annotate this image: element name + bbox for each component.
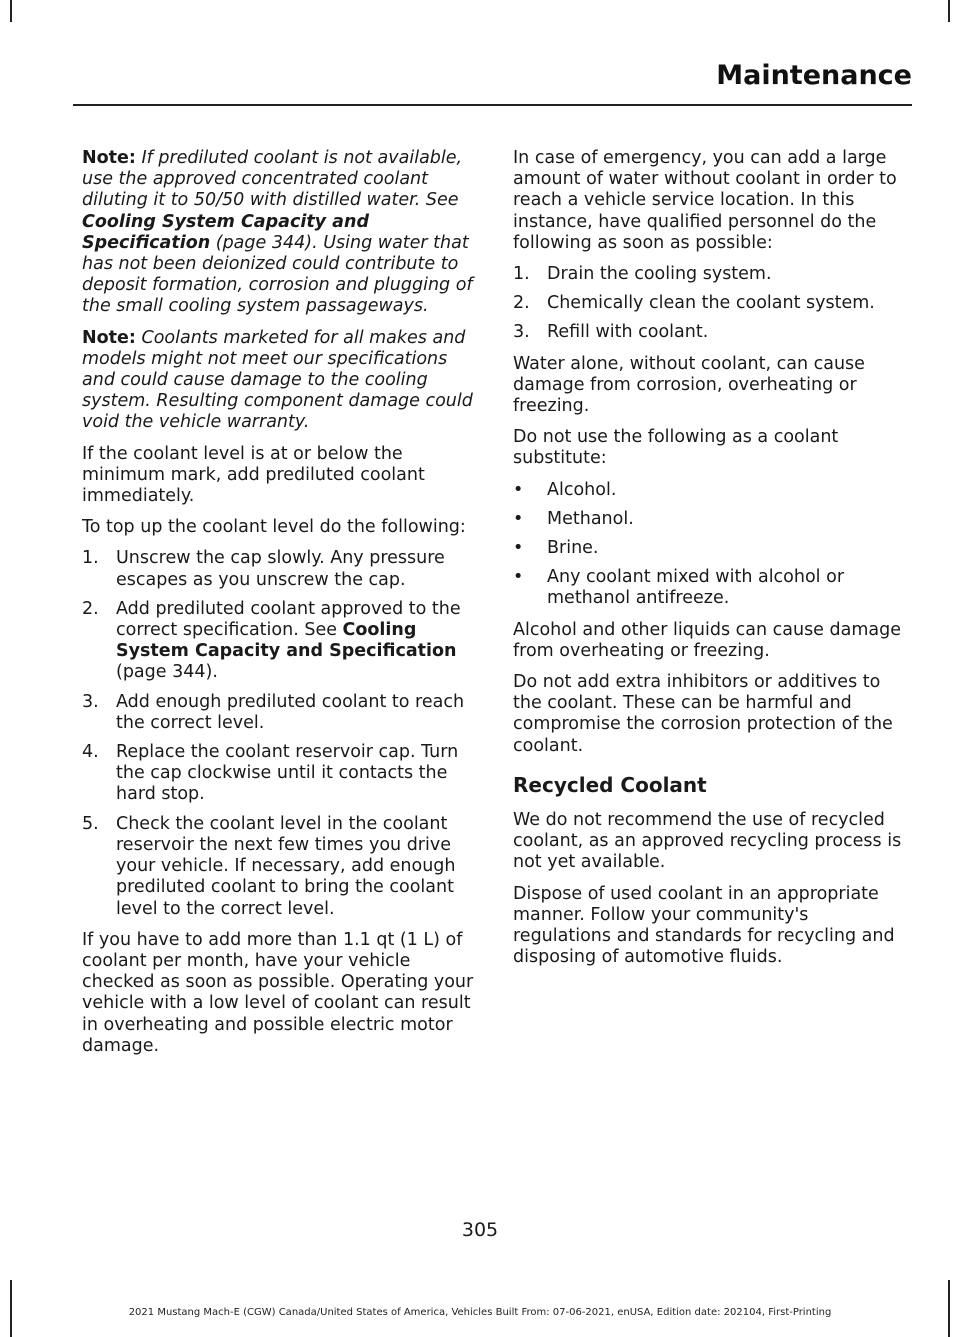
note-label: Note: bbox=[82, 148, 136, 168]
note-coolants bbox=[82, 328, 476, 434]
section-title: Maintenance bbox=[716, 60, 912, 91]
step-number: 2. bbox=[82, 598, 99, 619]
paragraph: If you have to add more than 1.1 qt (1 L) of coolant per month, have your vehicle checked as soon as possible. Operating your vehicle with a low level of coolant can result in overheating and possible electric motor damage. bbox=[82, 929, 474, 1056]
top-up-steps bbox=[82, 548, 476, 919]
note-text: (page 344). Using water that has not been deionized could contribute to deposit formation, corrosion and plugging of the small cooling system passageways. bbox=[82, 232, 473, 317]
list-item bbox=[82, 548, 476, 590]
list-item bbox=[513, 480, 907, 501]
paragraph: We do not recommend the use of recycled coolant, as an approved recycling process is not yet available. bbox=[513, 810, 902, 873]
bullet: • bbox=[513, 479, 524, 500]
step-text: Replace the coolant reservoir cap. Turn the cap clockwise until it contacts the hard stop. bbox=[116, 742, 459, 805]
step-text: Refill with coolant. bbox=[547, 322, 709, 343]
bullet-text: Brine. bbox=[547, 538, 599, 559]
cross-reference-link[interactable]: Cooling System Capacity and Specification bbox=[82, 211, 369, 253]
step-text: Chemically clean the coolant system. bbox=[547, 293, 875, 314]
note-prediluted bbox=[82, 148, 476, 318]
header-divider bbox=[73, 104, 912, 106]
list-item bbox=[82, 742, 476, 806]
subsection-heading: Recycled Coolant bbox=[513, 772, 707, 797]
note-text: If prediluted coolant is not available, use the approved concentrated coolant diluting it to 50/50 with distilled water. See bbox=[82, 148, 463, 211]
list-item bbox=[513, 322, 907, 343]
paragraph: Do not use the following as a coolant substitute: bbox=[513, 427, 839, 469]
bullet: • bbox=[513, 508, 524, 529]
paragraph: To top up the coolant level do the following: bbox=[82, 517, 466, 538]
step-text: Add enough prediluted coolant to reach the correct level. bbox=[116, 691, 465, 733]
list-item bbox=[82, 692, 476, 734]
step-number: 2. bbox=[513, 293, 530, 314]
step-number: 1. bbox=[513, 264, 530, 285]
substitute-list bbox=[513, 480, 907, 610]
paragraph: Water alone, without coolant, can cause damage from corrosion, overheating or freezing. bbox=[513, 353, 865, 417]
bullet-text: Any coolant mixed with alcohol or methanol antifreeze. bbox=[547, 567, 845, 609]
step-number: 3. bbox=[513, 322, 530, 343]
paragraph: If the coolant level is at or below the minimum mark, add prediluted coolant immediately. bbox=[82, 443, 425, 507]
list-item bbox=[513, 264, 907, 285]
bullet: • bbox=[513, 567, 524, 588]
list-item bbox=[82, 814, 476, 920]
list-item bbox=[513, 293, 907, 314]
step-number: 3. bbox=[82, 691, 99, 712]
paragraph: Alcohol and other liquids can cause damage from overheating or freezing. bbox=[513, 619, 901, 661]
crop-mark-top-right bbox=[948, 0, 950, 22]
step-text: Drain the cooling system. bbox=[547, 264, 772, 285]
list-item bbox=[82, 599, 476, 684]
step-number: 5. bbox=[82, 813, 99, 834]
left-column bbox=[82, 148, 476, 1067]
list-item bbox=[513, 567, 907, 609]
cross-reference-link[interactable]: Cooling System Capacity and Specification bbox=[116, 620, 457, 662]
page-number: 305 bbox=[461, 1219, 499, 1241]
right-column bbox=[513, 148, 907, 979]
paragraph: In case of emergency, you can add a large amount of water without coolant in order to reach a vehicle service location. In this instance, have qualified personnel do the following as soon as possible: bbox=[513, 148, 897, 253]
step-text: Add prediluted coolant approved to the correct specification. See bbox=[116, 598, 461, 641]
step-text: (page 344). bbox=[116, 662, 218, 683]
bullet-text: Methanol. bbox=[547, 508, 634, 529]
paragraph: Do not add extra inhibitors or additives to the coolant. These can be harmful and compromise the corrosion protection of the coolant. bbox=[513, 672, 893, 756]
bullet-text: Alcohol. bbox=[547, 479, 617, 500]
step-number: 4. bbox=[82, 742, 99, 763]
step-number: 1. bbox=[82, 548, 99, 569]
footer: 2021 Mustang Mach-E (CGW) Canada/United States of America, Vehicles Built From: 07-06-2021, enUSA, Edition date: 202104, First-Printing bbox=[128, 1307, 832, 1318]
note-label: Note: bbox=[82, 327, 136, 348]
step-text: Unscrew the cap slowly. Any pressure escapes as you unscrew the cap. bbox=[116, 548, 445, 590]
paragraph: Dispose of used coolant in an appropriate manner. Follow your community's regulations and standards for recycling and disposing of automotive fluids. bbox=[513, 883, 895, 968]
crop-mark-top-left bbox=[10, 0, 12, 22]
note-text: Coolants marketed for all makes and models might not meet our specifications and could cause damage to the cooling system. Resulting component damage could void the vehicle warranty. bbox=[82, 327, 473, 433]
emergency-steps bbox=[513, 264, 907, 344]
list-item bbox=[513, 509, 907, 530]
step-text: Check the coolant level in the coolant reservoir the next few times you drive your vehicle. If necessary, add enough prediluted coolant to bring the coolant level to the correct level. bbox=[116, 813, 456, 919]
list-item bbox=[513, 538, 907, 559]
bullet: • bbox=[513, 538, 524, 559]
